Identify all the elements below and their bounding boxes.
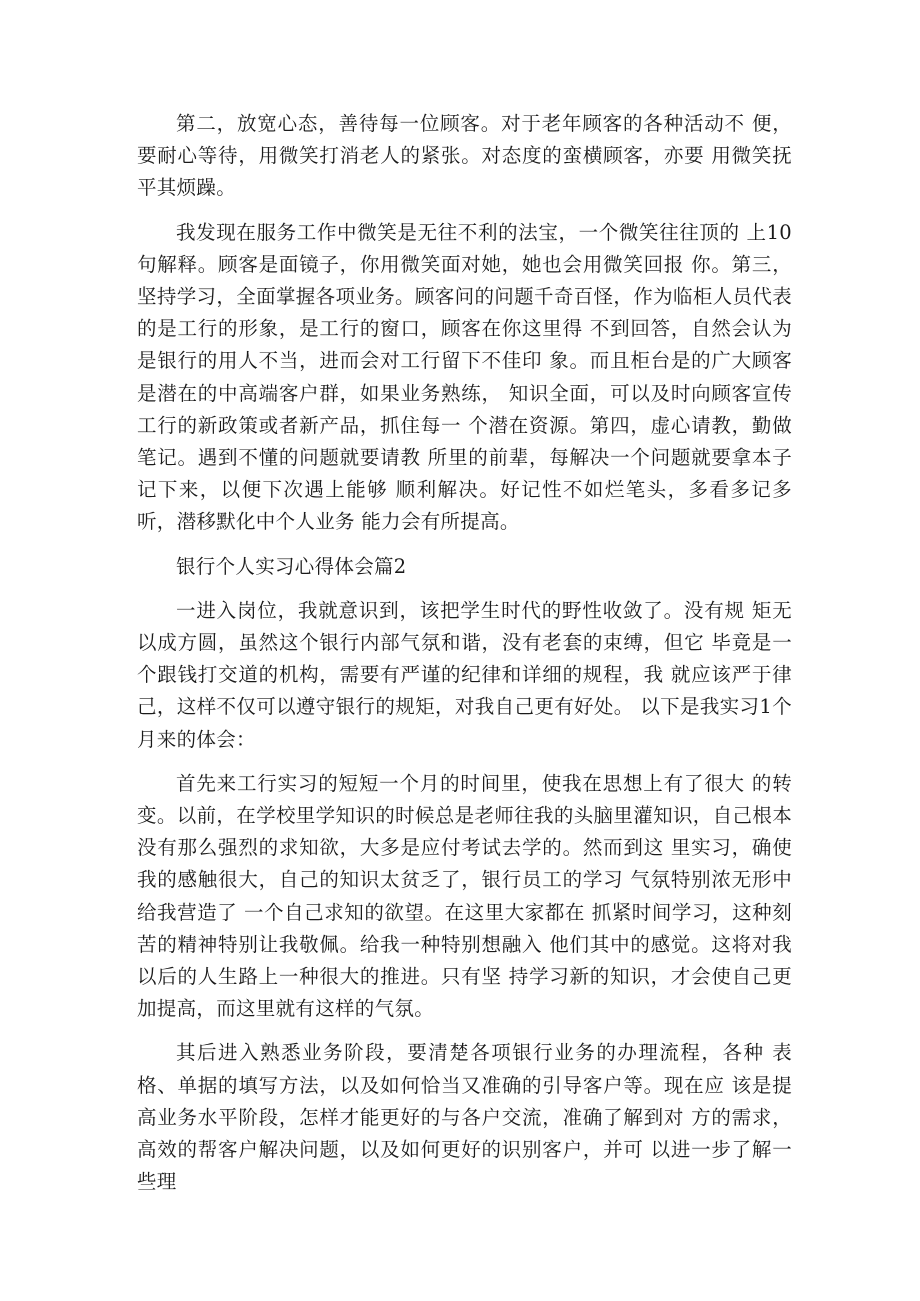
paragraph-second-point: 第二，放宽心态，善待每一位顾客。对于老年顾客的各种活动不 便，要耐心等待，用微笑打消老人的紧张。对态度的蛮横顾客，亦要 用微笑抚平其烦躁。 — [137, 112, 792, 200]
section-heading: 银行个人实习心得体会篇2 — [176, 554, 407, 578]
paragraph-smile-and-learning: 我发现在服务工作中微笑是无往不利的法宝，一个微笑往往顶的 上10句解释。顾客是面镜子，你用微笑面对她，她也会用微笑回报 你。第三，坚持学习，全面掌握各项业务。顾客问的问题千奇百怪，作为临柜人员代表的是工行的形象，是工行的窗口，顾客在你这里得 不到回答，自然会认为是银行的用人不当，进而会对工行留下不佳印 象。而且柜台是的广大顾客是潜在的中高端客户群，如果业务熟练， 知识全面，可以及时向顾客宣传工行的新政策或者新产品，抓住每一 个潜在资源。第四，虚心请教，勤做笔记。遇到不懂的问题就要请教 所里的前辈，每解决一个问题就要拿本子记下来，以便下次遇上能够 顺利解决。好记性不如烂笔头，多看多记多听，潜移默化中个人业务 能力会有所提高。 — [137, 220, 792, 534]
paragraph-entering-post: 一进入岗位，我就意识到，该把学生时代的野性收敛了。没有规 矩无以成方圆，虽然这个银行内部气氛和谐，没有老套的束缚，但它 毕竟是一个跟钱打交道的机构，需要有严谨的纪律和详细的规程，我 就应该严于律己，这样不仅可以遵守银行的规矩，对我自己更有好处。 以下是我实习1个月来的体会： — [137, 598, 792, 751]
paragraph-business-stage: 其后进入熟悉业务阶段，要清楚各项银行业务的办理流程，各种 表格、单据的填写方法，以及如何恰当又准确的引导客户等。现在应 该是提高业务水平阶段，怎样才能更好的与各户交流，准确了解到对 方的需求，高效的帮客户解决问题，以及如何更好的识别客户，并可 以进一步了解一些理 — [137, 1041, 792, 1194]
paragraph-first-month: 首先来工行实习的短短一个月的时间里，使我在思想上有了很大 的转变。以前，在学校里学知识的时候总是老师往我的头脑里灌知识，自己根本没有那么强烈的求知欲，大多是应付考试去学的。然而到这 里实习，确使我的感触很大，自己的知识太贫乏了，银行员工的学习 气氛特别浓无形中给我营造了 一个自己求知的欲望。在这里大家都在 抓紧时间学习，这种刻苦的精神特别让我敬佩。给我一种特别想融入 他们其中的感觉。这将对我以后的人生路上一种很大的推进。只有坚 持学习新的知识，才会使自己更加提高，而这里就有这样的气氛。 — [137, 771, 792, 1021]
